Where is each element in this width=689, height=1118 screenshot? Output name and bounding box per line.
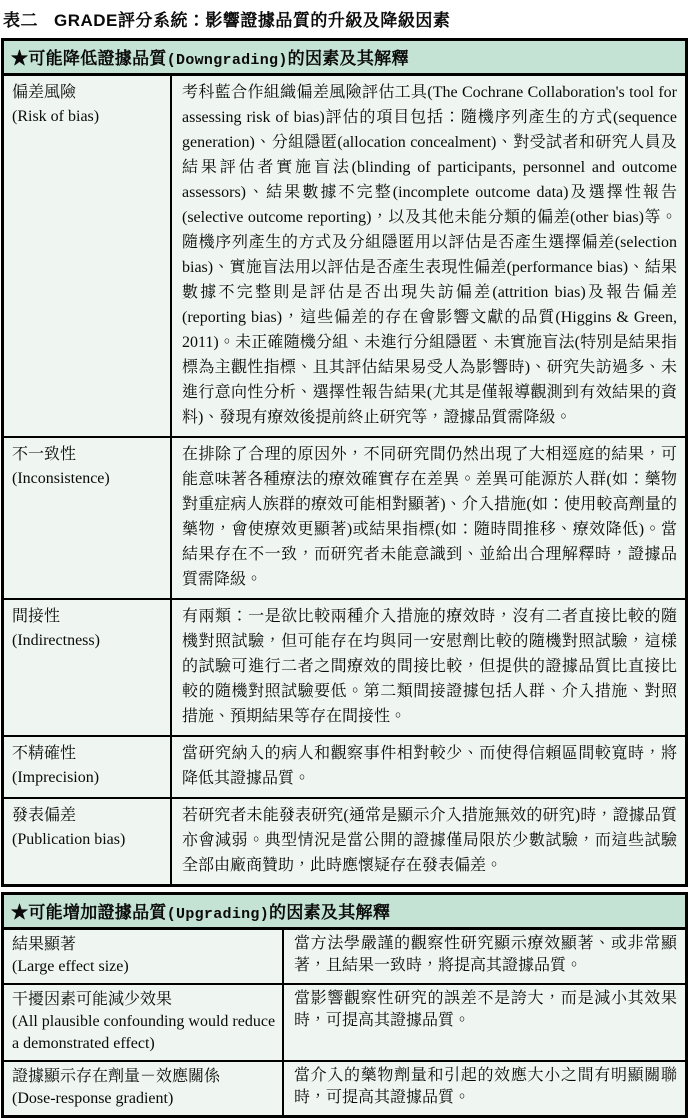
factor-term-english: (Inconsistence): [12, 470, 110, 487]
factor-term-english: (Dose-response gradient): [12, 1090, 174, 1107]
factor-description: 考科藍合作組織偏差風險評估工具(The Cochrane Collaboration's tool for assessing risk of bias)評估的項目包括：隨機序列產生的方式(sequence generation)、分組隱匿(allocation concealment)、對受試者和研究人員及結果評估者實施盲法(blinding of participants, personnel and outcome assessors)、結果數據不完整(incomplete outcome data)及選擇性報告(selective outcome reporting)，以及其他未能分類的偏差(other bias)等。隨機序列產生的方式及分組隱匿用以評估是否產生選擇偏差(selection bias)、實施盲法用以評估是否產生表現性偏差(performance bias)、結果數據不完整則是評估是否出現失訪偏差(attrition bias)及報告偏差(reporting bias)，這些偏差的存在會影響文獻的品質(Higgins & Green, 2011)。未正確隨機分組、未進行分組隱匿、未實施盲法(特別是結果指標為主觀性指標、且其評估結果易受人為影響時)、研究失訪過多、未進行意向性分析、選擇性報告結果(尤其是僅報導觀測到有效結果的資料)、發現有療效後提前終止研究等，證據品質需降級。: [170, 76, 685, 436]
section-rows: [4, 76, 685, 884]
factor-term: 不精確性: [12, 745, 77, 762]
tables-container: [0, 38, 689, 1118]
factor-description: 當介入的藥物劑量和引起的效應大小之間有明顯關聯時，可提高其證據品質。: [282, 1062, 685, 1115]
factor-description: 在排除了合理的原因外，不同研究間仍然出現了大相逕庭的結果，可能意味著各種療法的療效確實存在差異。差異可能源於人群(如：藥物對重症病人族群的療效可能相對顯著)、介入措施(如：使用較高劑量的藥物，會使療效更顯著)或結果指標(如：隨時間推移、療效降低)。當結果存在不一致，而研究者未能意識到、並給出合理解釋時，證據品質需降級。: [170, 438, 685, 598]
factor-term: 發表偏差: [12, 807, 77, 824]
table-row: [4, 436, 685, 598]
factor-term-cell: [4, 1062, 282, 1115]
factor-term: 證據顯示存在劑量－效應關係: [12, 1068, 221, 1085]
grade-table-upgrading: [1, 892, 688, 1118]
factor-term-english: (Indirectness): [12, 632, 100, 649]
factor-term-english: (Imprecision): [12, 769, 100, 786]
factor-description: 當影響觀察性研究的誤差不是誇大，而是減小其效果時，可提高其證據品質。: [282, 985, 685, 1060]
grade-table-downgrading: [1, 38, 688, 887]
section-header-english: (Upgrading): [166, 906, 270, 923]
factor-term: 不一致性: [12, 446, 77, 463]
star-icon: ★: [11, 903, 29, 922]
factor-term-english: (All plausible confounding would reduce a demonstrated effect): [12, 1013, 276, 1052]
factor-term-cell: [4, 799, 170, 884]
factor-description: 若研究者未能發表研究(通常是顯示介入措施無效的研究)時，證據品質亦會減弱。典型情況是當公開的證據僅局限於少數試驗，而這些試驗全部由廠商贊助，此時應懷疑存在發表偏差。: [170, 799, 685, 884]
section-header: [4, 41, 685, 76]
factor-term-cell: [4, 737, 170, 797]
factor-term: 偏差風險: [12, 84, 77, 101]
factor-term: 結果顯著: [12, 936, 77, 953]
section-rows: [4, 930, 685, 1115]
factor-term-english: (Publication bias): [12, 831, 126, 848]
section-header-english: (Downgrading): [166, 52, 288, 69]
section-header-text: 的因素及其解釋: [269, 903, 391, 922]
table-number: 表二: [3, 11, 38, 30]
table-row: [4, 76, 685, 436]
page-title: GRADE評分系統：影響證據品質的升級及降級因素: [54, 11, 451, 30]
factor-term-cell: [4, 76, 170, 436]
table-row: [4, 598, 685, 735]
table-row: [4, 797, 685, 884]
table-row: [4, 735, 685, 797]
factor-term-english: (Large effect size): [12, 958, 129, 975]
star-icon: ★: [11, 49, 29, 68]
section-header-text: 的因素及其解釋: [287, 49, 409, 68]
section-header: [4, 895, 685, 930]
factor-description: 當研究納入的病人和觀察事件相對較少、而使得信賴區間較寬時，將降低其證據品質。: [170, 737, 685, 797]
factor-term-cell: [4, 985, 282, 1060]
table-caption: [0, 0, 689, 38]
factor-description: 當方法學嚴謹的觀察性研究顯示療效顯著、或非常顯著，且結果一致時，將提高其證據品質。: [282, 930, 685, 983]
factor-term-cell: [4, 600, 170, 735]
factor-term-cell: [4, 930, 282, 983]
table-row: [4, 983, 685, 1060]
factor-term: 間接性: [12, 608, 61, 625]
factor-term: 干擾因素可能減少效果: [12, 991, 173, 1008]
factor-term-cell: [4, 438, 170, 598]
section-header-text: 可能增加證據品質: [28, 903, 167, 922]
factor-description: 有兩類：一是欲比較兩種介入措施的療效時，沒有二者直接比較的隨機對照試驗，但可能存在均與同一安慰劑比較的隨機對照試驗，這樣的試驗可進行二者之間療效的間接比較，但提供的證據品質比直接比較的隨機對照試驗要低。第二類間接證據包括人群、介入措施、對照措施、預期結果等存在間接性。: [170, 600, 685, 735]
factor-term-english: (Risk of bias): [12, 108, 100, 125]
table-row: [4, 930, 685, 983]
table-row: [4, 1060, 685, 1115]
section-header-text: 可能降低證據品質: [28, 49, 167, 68]
